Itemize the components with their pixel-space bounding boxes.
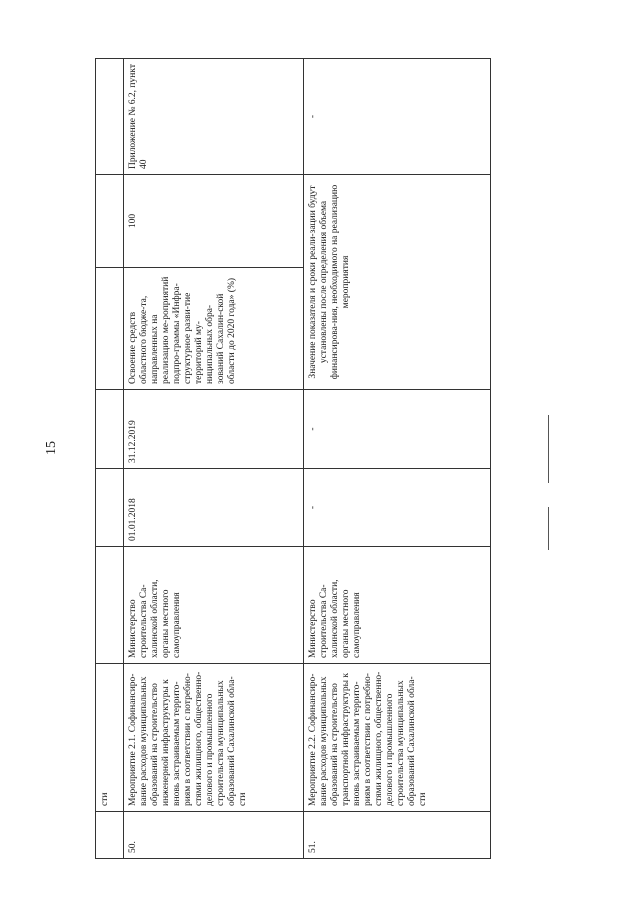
executor-cell: Министерство строительства Са-халинской области, органы местного самоуправления [124, 547, 304, 664]
row-number: 51. [304, 812, 491, 859]
rotated-table-container [95, 59, 490, 859]
table-cell [96, 268, 124, 390]
link-cell: - [304, 59, 491, 175]
table-cell [96, 390, 124, 469]
margin-rule [548, 507, 549, 550]
indicator-cell: Освоение средств областного бюдже-та, направленных на реализацию ме-роприятий подпро-граммы «Инфра-структурное разви-тие территорий му-ниципальных обра-зований Сахалин-ской области до 2020 года» (%) [124, 268, 304, 390]
end-date-cell: - [304, 390, 491, 469]
start-date-cell: - [304, 469, 491, 547]
start-date-cell: 01.01.2018 [124, 469, 304, 547]
row-number: 50. [124, 812, 304, 859]
table-cell [96, 812, 124, 859]
measures-table [95, 58, 491, 859]
table-row [96, 59, 124, 859]
table-cell [96, 547, 124, 664]
indicator-note-cell: Значение показателя и сроки реали-зации будут установлены после определения объема финансирова-ния, необходимого на реализацию мероприятия [304, 175, 491, 390]
table-row [304, 59, 491, 859]
measure-cell: Мероприятие 2.2. Софинансиро-вание расходов муниципальных образований на строительство транспортной инфраструктуры к вновь застраиваемым террито-риям в соответствии с потребно-стями жилищного, общественно-делового и промышленного строительства муниципальных образований Сахалинской обла-сти [304, 664, 491, 812]
indicator-value-cell: 100 [124, 175, 304, 268]
table-cell [96, 59, 124, 175]
continuation-cell: сти [96, 664, 124, 812]
end-date-cell: 31.12.2019 [124, 390, 304, 469]
link-cell: Приложение № 6.2, пункт 40 [124, 59, 304, 175]
page-number: 15 [44, 441, 59, 455]
measure-cell: Мероприятие 2.1. Софинансиро-вание расходов муниципальных образований на строительство инженерной инфраструктуры к вновь застраиваемым террито-риям в соответствии с потребно-стями жилищного, общественно-делового и промышленного строительства муниципальных образований Сахалинской обла-сти [124, 664, 304, 812]
executor-cell: Министерство строительства Са-халинской области, органы местного самоуправления [304, 547, 491, 664]
table-row [124, 59, 304, 859]
table-cell [96, 469, 124, 547]
margin-rule [548, 415, 549, 483]
table-cell [96, 175, 124, 268]
